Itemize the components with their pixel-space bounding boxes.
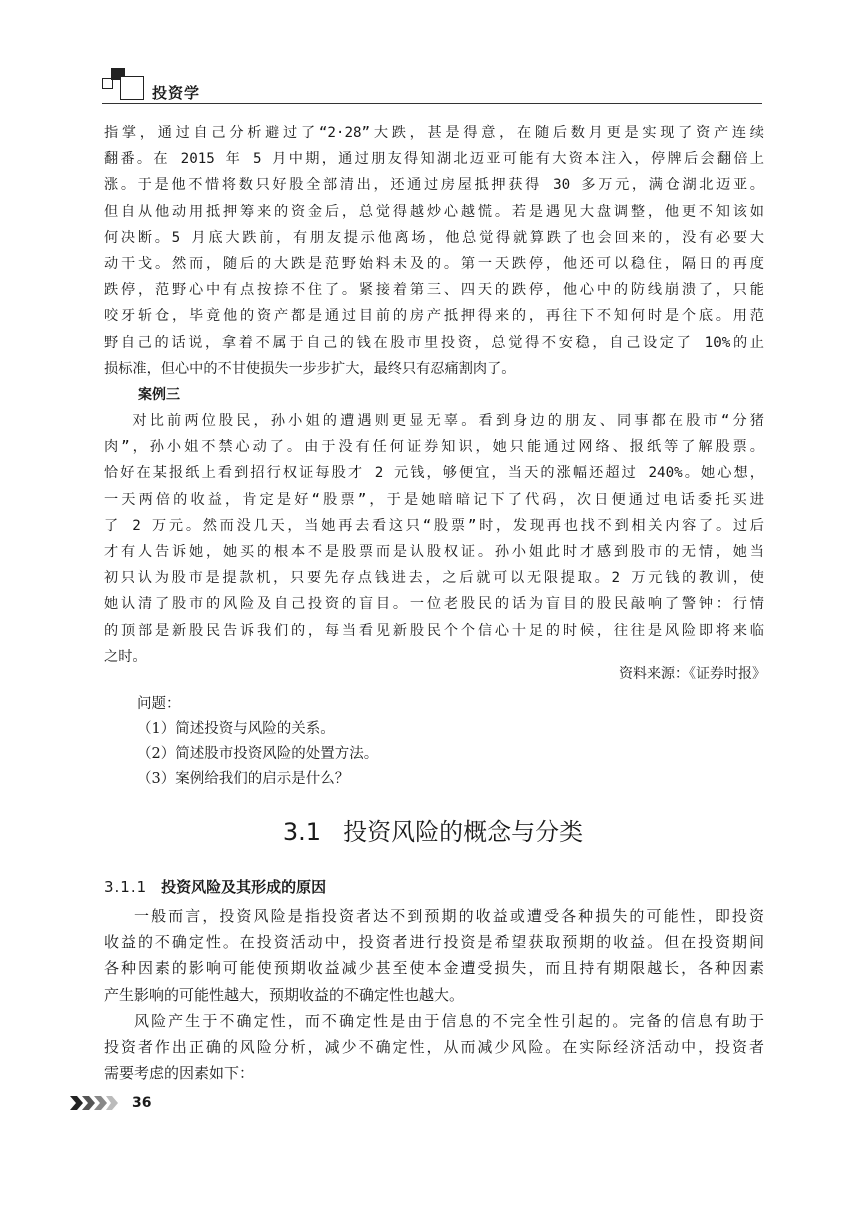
text-line: 何决断。5 月底大跌前，有朋友提示他离场，他总觉得就算跌了也会回来的，没有必要大 — [104, 229, 764, 246]
subsection-heading — [104, 876, 326, 897]
question-item: （2）简述股市投资风险的处置方法。 — [137, 746, 379, 762]
text-line: 初只认为股市是提款机，只要先存点钱进去，之后就可以无限提取。2 万元钱的教训，使 — [104, 570, 764, 587]
text-line: 损标准，但心中的不甘使损失一步步扩大，最终只有忍痛割肉了。 — [104, 360, 516, 377]
text-line: 之时。 — [104, 648, 147, 665]
case-three-heading: 案例三 — [138, 387, 180, 404]
text-line: 风险产生于不确定性，而不确定性是由于信息的不完全性引起的。完备的信息有助于 — [134, 1011, 764, 1030]
running-header-title: 投资学 — [152, 84, 201, 102]
text-line: 她认清了股市的风险及自己投资的盲目。一位老股民的话为盲目的股民敲响了警钟：行情 — [104, 596, 764, 613]
text-line: 收益的不确定性。在投资活动中，投资者进行投资是希望获取预期的收益。但在投资期间 — [104, 933, 764, 952]
section-title — [0, 812, 866, 847]
section-number: 3.1 — [282, 818, 322, 846]
text-line: 才有人告诉她，她买的根本不是股票而是认股权证。孙小姐此时才感到股市的无情，她当 — [104, 544, 764, 561]
page-arrows-icon — [70, 1094, 120, 1112]
questions-block — [137, 692, 378, 792]
text-line: 需要考虑的因素如下： — [104, 1064, 255, 1083]
header-rule — [102, 103, 762, 104]
text-line: 的顶部是新股民告诉我们的，每当看见新股民个个信心十足的时候，往往是风险即将来临 — [104, 622, 764, 639]
text-line: 翻番。在 2015 年 5 月中期，通过朋友得知湖北迈亚可能有大资本注入，停牌后会翻倍上 — [104, 151, 764, 168]
text-line: 一天两倍的收益，肯定是好“股票”，于是她暗暗记下了代码，次日便通过电话委托买进 — [104, 491, 764, 508]
text-line: 恰好在某报纸上看到招行权证每股才 2 元钱，够便宜，当天的涨幅还超过 240%。她心想， — [104, 465, 764, 482]
case-two-continued — [104, 120, 764, 670]
text-line: 各种因素的影响可能使预期收益减少甚至使本金遭受损失，而且持有期限越长，各种因素 — [104, 959, 764, 978]
text-line: 野自己的话说，拿着不属于自己的钱在股市里投资，总觉得不安稳，自己设定了 10%的止 — [104, 334, 764, 351]
text-line: 但自从他动用抵押筹来的资金后，总觉得越炒心越慌。若是遇见大盘调整，他更不知该如 — [104, 203, 764, 220]
text-line: 咬牙斩仓，毕竟他的资产都是通过目前的房产抵押得来的，再往下不知何时是个底。用范 — [104, 308, 764, 325]
subsection-title: 投资风险及其形成的原因 — [161, 878, 327, 896]
section-title-text: 投资风险的概念与分类 — [343, 818, 584, 846]
header-logo-icon — [102, 68, 146, 104]
text-line: 指掌，通过自己分析避过了“2·28”大跌，甚是得意，在随后数月更是实现了资产连续 — [104, 125, 764, 141]
text-line: 了 2 万元。然而没几天，当她再去看这只“股票”时，发现再也找不到相关内容了。过后 — [104, 517, 764, 534]
text-line: 跌停，范野心中有点按捺不住了。紧接着第三、四天的跌停，他心中的防线崩溃了，只能 — [104, 282, 764, 299]
questions-label: 问题： — [137, 696, 181, 712]
text-line: 动干戈。然而，随后的大跌是范野始料未及的。第一天跌停，他还可以稳住，隔日的再度 — [104, 256, 764, 273]
text-line: 肉”，孙小姐不禁心动了。由于没有任何证券知识，她只能通过网络、报纸等了解股票。 — [104, 439, 764, 456]
body-text — [104, 903, 764, 1086]
text-line: 产生影响的可能性越大，预期收益的不确定性也越大。 — [104, 985, 465, 1004]
question-item: （1）简述投资与风险的关系。 — [137, 721, 335, 737]
text-line: 一般而言，投资风险是指投资者达不到预期的收益或遭受各种损失的可能性，即投资 — [134, 907, 764, 925]
page-number: 36 — [132, 1095, 152, 1111]
question-item: （3）案例给我们的启示是什么？ — [137, 771, 350, 787]
subsection-number: 3.1.1 — [104, 878, 148, 896]
text-line: 对比前两位股民，孙小姐的遭遇则更显无辜。看到身边的朋友、同事都在股市“分猪 — [132, 413, 764, 430]
text-line: 投资者作出正确的风险分析，减少不确定性，从而减少风险。在实际经济活动中，投资者 — [104, 1038, 764, 1057]
source-citation: 资料来源：《证券时报》 — [619, 666, 766, 682]
text-line: 涨。于是他不惜将数只好股全部清出，还通过房屋抵押获得 30 多万元，满仓湖北迈亚。 — [104, 177, 764, 194]
